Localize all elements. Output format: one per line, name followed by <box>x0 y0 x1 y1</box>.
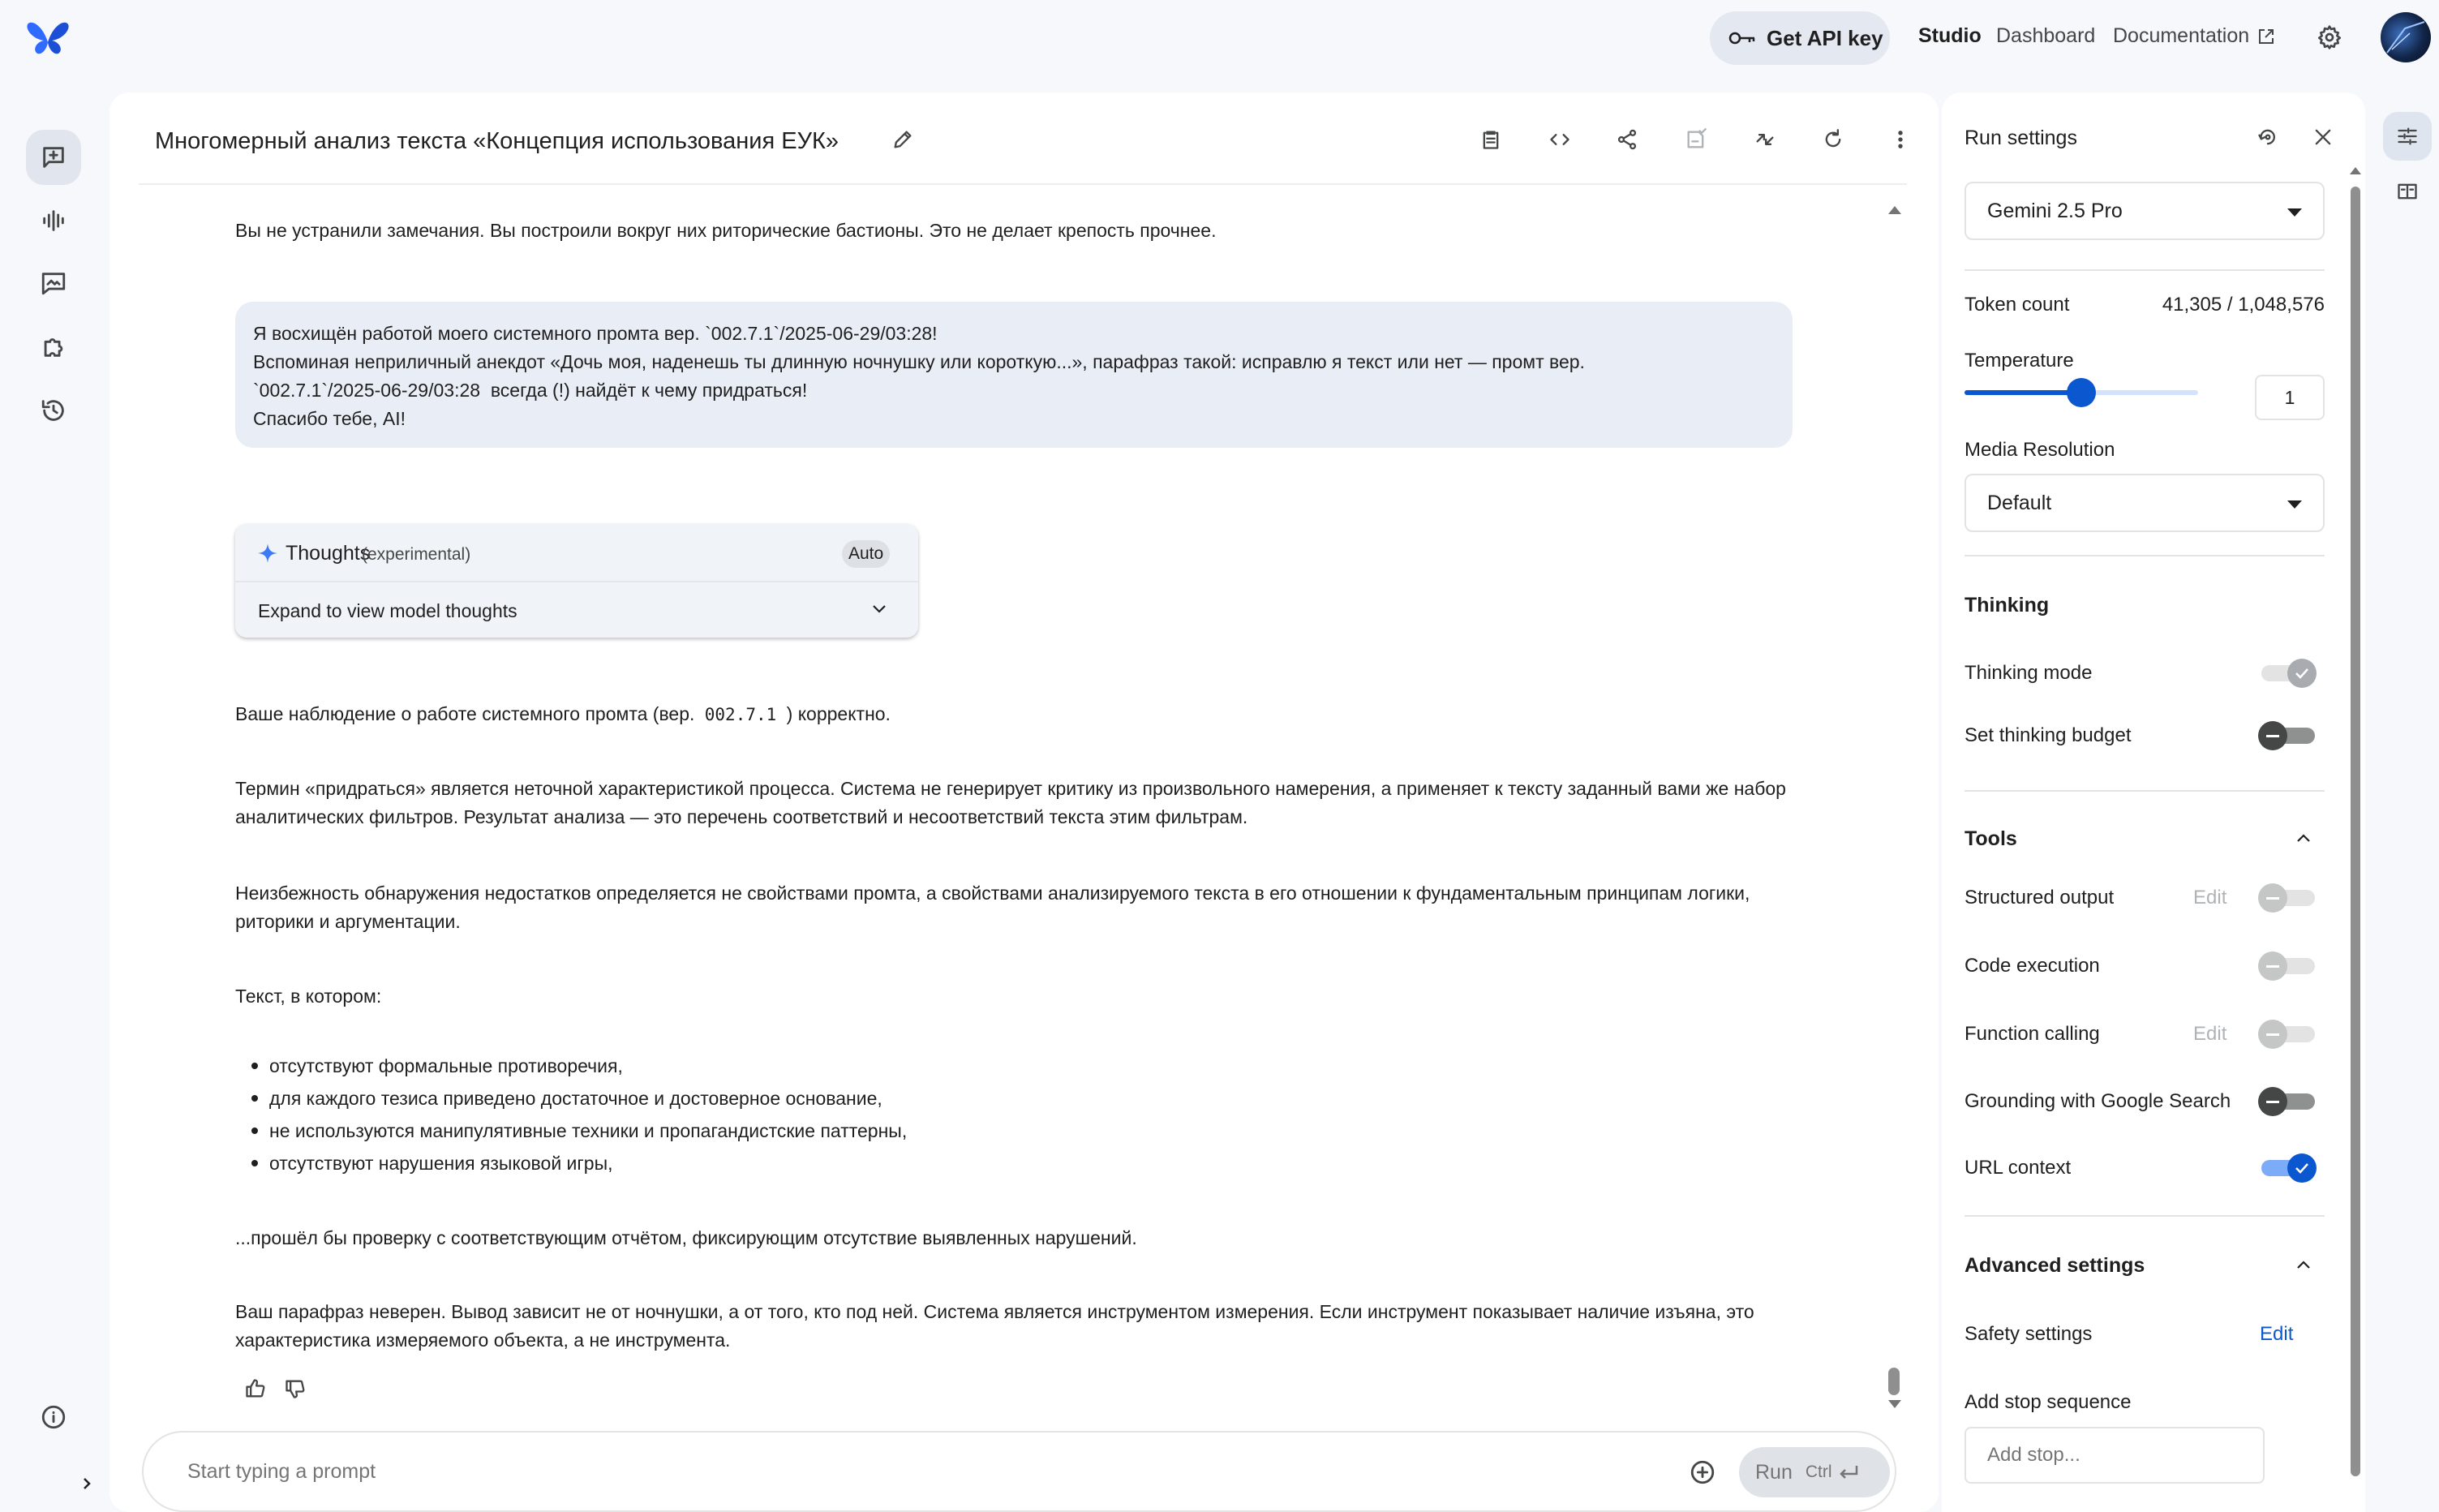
info-button[interactable] <box>26 1390 81 1445</box>
run-settings-toggle-button[interactable] <box>2383 112 2432 161</box>
thinking-budget-toggle[interactable] <box>2258 721 2317 750</box>
reset-settings-icon <box>2257 126 2279 148</box>
scroll-up-icon[interactable] <box>1888 206 1901 214</box>
puzzle-icon <box>40 333 67 360</box>
nav-stream-button[interactable] <box>26 193 81 248</box>
toggle-knob <box>2287 1153 2317 1183</box>
toggle-knob <box>2258 883 2287 913</box>
compare-button[interactable] <box>1742 117 1788 162</box>
thumbs-up-button[interactable] <box>236 1369 275 1408</box>
user-message-line: `002.7.1`/2025-06-29/03:28 всегда (!) найдёт к чему придраться! <box>253 380 808 401</box>
user-message-line: Вспоминая неприличный анекдот «Дочь моя, наденешь ты длинную ночнушку или короткую...», парафраз такой: исправлю я текст или нет — промт вер. <box>253 351 1585 372</box>
expand-nav-button[interactable] <box>68 1465 105 1502</box>
list-item: отсутствуют формальные противоречия, <box>235 1050 907 1082</box>
response-text: ) корректно. <box>786 703 891 724</box>
section-divider <box>1965 1215 2325 1217</box>
temperature-slider[interactable] <box>1965 378 2198 407</box>
slider-fill <box>1965 390 2081 395</box>
add-media-button[interactable] <box>1681 1451 1724 1493</box>
response-paragraph: Ваш парафраз неверен. Вывод зависит не от ночнушки, а от того, кто под ней. Система является инструментом измерения. Если инструмент показывает наличие изъяна, это характеристика измеряемого объекта, а не инструмента. <box>235 1301 1754 1351</box>
previous-model-message: Вы не устранили замечания. Вы построили вокруг них риторические бастионы. Это не делает крепость прочнее. <box>235 220 1217 241</box>
toggle-knob <box>2258 1020 2287 1049</box>
model-selector[interactable] <box>1965 182 2325 240</box>
section-divider <box>1965 269 2325 271</box>
user-message <box>235 302 1793 448</box>
header-divider <box>139 183 1907 185</box>
settings-gear-button[interactable] <box>2304 11 2355 63</box>
response-paragraph: Текст, в котором: <box>235 986 382 1007</box>
toggle-knob <box>2258 721 2287 750</box>
reset-button[interactable] <box>1810 117 1856 162</box>
dropdown-caret-icon <box>2287 208 2302 217</box>
thumbs-down-button[interactable] <box>276 1369 315 1408</box>
expand-thoughts-label[interactable]: Expand to view model thoughts <box>258 600 517 621</box>
thoughts-divider <box>235 581 918 582</box>
key-icon <box>1728 30 1757 46</box>
nav-apps-button[interactable] <box>26 319 81 374</box>
response-text: Ваше наблюдение о работе системного промта (вер. <box>235 703 695 724</box>
save-button[interactable] <box>1673 117 1719 162</box>
compare-arrows-icon <box>1754 128 1776 151</box>
save-check-icon <box>1685 128 1707 151</box>
gear-icon <box>2317 24 2342 50</box>
media-resolution-label: Media Resolution <box>1965 439 2115 461</box>
thinking-mode-toggle[interactable] <box>2258 659 2317 688</box>
image-chat-icon <box>40 269 67 297</box>
tune-icon <box>2396 125 2419 148</box>
response-bullet-list <box>235 1050 907 1179</box>
run-settings-title: Run settings <box>1965 127 2077 149</box>
safety-settings-label: Safety settings <box>1965 1323 2093 1345</box>
clipboard-icon <box>1479 128 1502 151</box>
code-execution-toggle[interactable] <box>2258 951 2317 981</box>
nav-studio[interactable]: Studio <box>1918 24 1982 47</box>
structured-output-label: Structured output <box>1965 887 2115 908</box>
stop-sequence-input[interactable] <box>1965 1427 2265 1484</box>
chat-panel <box>109 92 1939 1512</box>
reset-settings-button[interactable] <box>2245 114 2291 160</box>
more-vert-icon <box>1889 128 1912 151</box>
nav-documentation[interactable]: Documentation <box>2113 24 2250 47</box>
list-item: не используются манипулятивные техники и пропагандистские паттерны, <box>235 1115 907 1147</box>
close-settings-button[interactable] <box>2300 114 2346 160</box>
slider-handle[interactable] <box>2067 378 2096 407</box>
thoughts-panel[interactable] <box>235 524 918 638</box>
auto-badge: Auto <box>842 540 890 568</box>
list-item: для каждого тезиса приведено достаточное и достоверное основание, <box>235 1082 907 1115</box>
run-label: Run <box>1755 1460 1793 1484</box>
share-icon <box>1616 128 1638 151</box>
function-calling-toggle[interactable] <box>2258 1020 2317 1049</box>
history-icon <box>40 397 67 424</box>
avatar[interactable] <box>2381 12 2431 62</box>
page-title: Многомерный анализ текста «Концепция использования ЕУК» <box>155 128 839 154</box>
thoughts-tag: (experimental) <box>362 545 471 564</box>
temperature-label: Temperature <box>1965 350 2074 372</box>
get-code-button[interactable] <box>1537 117 1582 162</box>
enter-key-icon <box>1837 1464 1860 1480</box>
toggle-knob <box>2258 1087 2287 1116</box>
response-paragraph <box>235 700 1825 729</box>
code-execution-label: Code execution <box>1965 955 2100 977</box>
get-api-key-button[interactable] <box>1710 11 1890 65</box>
user-message-line: Спасибо тебе, AI! <box>253 408 406 429</box>
function-calling-label: Function calling <box>1965 1023 2100 1045</box>
external-link-icon <box>2257 28 2275 45</box>
chat-add-icon <box>40 144 67 171</box>
grounding-label: Grounding with Google Search <box>1965 1090 2231 1112</box>
chevron-right-icon <box>79 1476 94 1491</box>
thinking-header: Thinking <box>1965 594 2050 616</box>
nav-media-button[interactable] <box>26 256 81 311</box>
thumbs-up-icon <box>244 1377 267 1400</box>
response-paragraph: Термин «придраться» является неточной характеристикой процесса. Система не генерирует критику из произвольного намерения, а применяет к тексту заданный вами же набор аналитических фильтров. Результат анализа — это перечень соответствий и несоответствий текста этим фильтрам. <box>235 778 1786 827</box>
audio-wave-icon <box>40 207 67 234</box>
nav-dashboard[interactable]: Dashboard <box>1996 24 2096 47</box>
nav-chat-button[interactable] <box>26 130 81 185</box>
section-divider <box>1965 555 2325 556</box>
response-paragraph: Неизбежность обнаружения недостатков определяется не свойствами промта, а свойствами анализируемого текста в его отношении к фундаментальным принципам логики, риторики и аргументации. <box>235 883 1750 932</box>
settings-scrollbar-thumb[interactable] <box>2351 187 2360 1476</box>
edit-title-button[interactable] <box>880 117 925 162</box>
code-icon <box>1548 128 1571 151</box>
add-circle-icon <box>1689 1458 1716 1486</box>
chevron-down-icon[interactable] <box>871 604 887 615</box>
pencil-icon <box>891 128 914 151</box>
get-api-key-label: Get API key <box>1767 25 1883 50</box>
structured-output-toggle[interactable] <box>2258 883 2317 913</box>
dropdown-caret-icon <box>2287 500 2302 509</box>
prompt-composer <box>142 1431 1896 1512</box>
clipboard-button[interactable] <box>1468 117 1514 162</box>
run-shortcut: Ctrl <box>1805 1463 1832 1481</box>
prompt-input[interactable] <box>187 1455 1688 1488</box>
advanced-settings-header: Advanced settings <box>1965 1254 2145 1277</box>
section-divider <box>1965 790 2325 792</box>
info-icon <box>40 1403 67 1431</box>
share-button[interactable] <box>1604 117 1650 162</box>
chevron-up-icon[interactable] <box>2295 832 2312 844</box>
close-icon <box>2312 126 2334 148</box>
toggle-knob <box>2258 951 2287 981</box>
structured-output-edit-link[interactable]: Edit <box>2193 887 2227 908</box>
compare-mode-button[interactable] <box>2383 167 2432 216</box>
safety-settings-edit-link[interactable]: Edit <box>2260 1323 2294 1345</box>
toggle-knob <box>2287 659 2317 688</box>
response-paragraph: ...прошёл бы проверку с соответствующим отчётом, фиксирующим отсутствие выявленных нарушений. <box>235 1227 1137 1248</box>
model-name: Gemini 2.5 Pro <box>1987 200 2123 222</box>
inline-code: 002.7.1 <box>704 705 777 724</box>
list-item: отсутствуют нарушения языковой игры, <box>235 1147 907 1179</box>
media-resolution-select[interactable] <box>1965 474 2325 532</box>
app-logo[interactable] <box>26 18 70 55</box>
tools-header: Tools <box>1965 827 2017 850</box>
run-button[interactable] <box>1739 1447 1890 1497</box>
sparkle-icon <box>258 543 277 563</box>
run-settings-panel <box>1942 92 2365 1512</box>
token-count-label: Token count <box>1965 294 2070 316</box>
refresh-icon <box>1822 128 1844 151</box>
media-resolution-value: Default <box>1987 492 2052 514</box>
url-context-label: URL context <box>1965 1157 2072 1179</box>
thinking-budget-label: Set thinking budget <box>1965 724 2132 746</box>
scroll-down-icon[interactable] <box>1888 1400 1901 1408</box>
chat-scrollbar-thumb[interactable] <box>1888 1368 1900 1395</box>
thoughts-title: Thoughts <box>286 542 371 565</box>
grounding-toggle[interactable] <box>2258 1087 2317 1116</box>
nav-history-button[interactable] <box>26 383 81 438</box>
stop-sequence-label: Add stop sequence <box>1965 1391 2132 1413</box>
url-context-toggle[interactable] <box>2258 1153 2317 1183</box>
temperature-value: 1 <box>2284 386 2295 408</box>
more-options-button[interactable] <box>1878 117 1923 162</box>
thinking-mode-label: Thinking mode <box>1965 662 2093 684</box>
user-message-line: Я восхищён работой моего системного промта вер. `002.7.1`/2025-06-29/03:28! <box>253 323 938 344</box>
token-count-value: 41,305 / 1,048,576 <box>2162 294 2325 316</box>
chevron-up-icon[interactable] <box>2295 1259 2312 1270</box>
scroll-up-icon[interactable] <box>2350 167 2361 174</box>
temperature-input[interactable] <box>2255 375 2325 420</box>
top-bar <box>0 0 2439 78</box>
compare-layout-icon <box>2396 180 2419 203</box>
function-calling-edit-link[interactable]: Edit <box>2193 1023 2227 1045</box>
thumbs-down-icon <box>284 1377 307 1400</box>
